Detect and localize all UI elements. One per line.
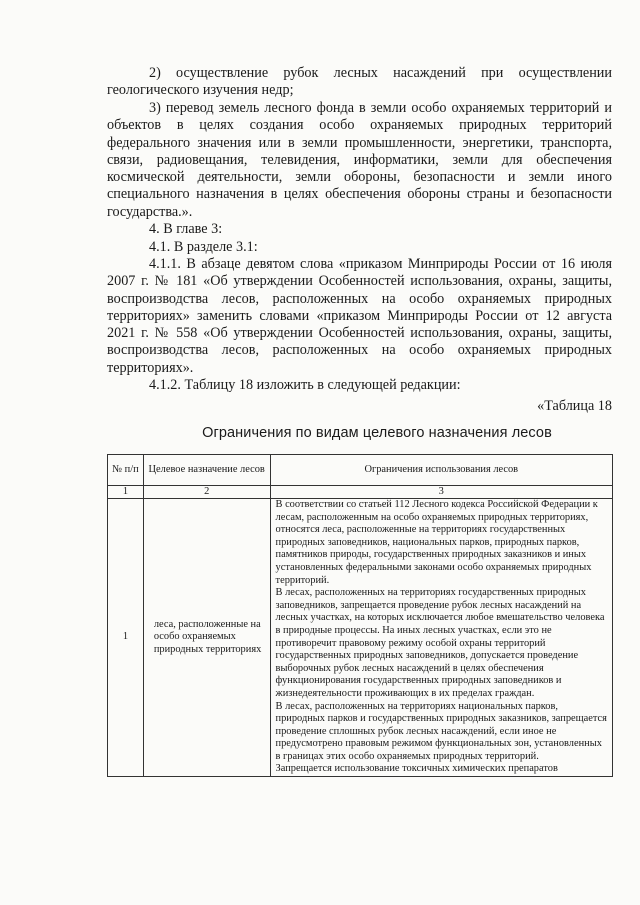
header-number: № п/п (108, 455, 144, 486)
paragraph-razdel-3-1: 4.1. В разделе 3.1: (149, 239, 258, 255)
table-caption: Ограничения по видам целевого назначения лесов (202, 425, 552, 441)
table-label: «Таблица 18 (537, 398, 612, 414)
column-number-1: 1 (108, 486, 144, 499)
row-restrictions (270, 499, 612, 777)
table-column-number-row (108, 486, 613, 499)
header-restrictions: Ограничения использования лесов (270, 455, 612, 486)
column-number-3: 3 (270, 486, 612, 499)
row-purpose: леса, расположенные на особо охраняемых природных территориях (143, 499, 270, 777)
paragraph-rubki: 2) осуществление рубок лесных насаждений при осуществлении геологического изучения недр; (107, 65, 612, 99)
restriction-paragraph: В соответствии со статьей 112 Лесного кодекса Российской Федерации к лесам, расположенным на особо охраняемых природных территориях, относятся леса, расположенные на территориях государственных природных заповедников, национальных парков, природных парков, памятников природы, государственных природных заказников и иных установленных федеральными законами особо охраняемых природных территорий. (275, 499, 598, 586)
paragraph-perevod-zemel: 3) перевод земель лесного фонда в земли особо охраняемых территорий и объектов в целях создания особо охраняемых природных территорий федерального значения или в земли промышленности, энергетики, транспорта, связи, радиовещания, телевидения, информатики, земли для обеспечения космической деятельности, земли обороны, безопасности и земли иного специального назначения в целях обеспечения обороны страны и безопасности государства.». (107, 100, 612, 220)
paragraph-4-1-1: 4.1.1. В абзаце девятом слова «приказом Минприроды России от 16 июля 2007 г. № 181 «Об утверждении Особенностей использования, охраны, защиты, воспроизводства лесов, расположенных на особо охраняемых природных территориях» заменить словами «приказом Минприроды России от 12 августа 2021 г. № 558 «Об утверждении Особенностей использования, охраны, защиты, воспроизводства лесов, расположенных на особо охраняемых природных территориях». (107, 256, 612, 376)
paragraph-glava-3: 4. В главе 3: (149, 221, 223, 237)
table-row (108, 499, 613, 777)
column-number-2: 2 (143, 486, 270, 499)
restriction-paragraph: Запрещается использование токсичных химических препаратов (275, 763, 558, 775)
restriction-paragraph: В лесах, расположенных на территориях национальных парков, природных парков и государственных природных заказников, запрещается проведение сплошных рубок лесных насаждений, если иное не предусмотрено правовым режимом функциональных зон, установленных в границах этих особо охраняемых природных территорий. (275, 700, 607, 762)
restrictions-table (107, 454, 613, 777)
table-header-row (108, 455, 613, 486)
row-number: 1 (108, 499, 144, 777)
header-purpose: Целевое назначение лесов (143, 455, 270, 486)
paragraph-4-1-2: 4.1.2. Таблицу 18 изложить в следующей редакции: (149, 377, 461, 393)
restriction-paragraph: В лесах, расположенных на территориях государственных природных заповедников, запрещается проведение рубок лесных насаждений на лесных участках, на которых исключается любое вмешательство человека в природные процессы. На иных лесных участках, если это не противоречит правовому режиму особой охраны территорий государственных природных заповедников, допускается проведение выборочных рубок лесных насаждений в целях обеспечения функционирования государственных природных заповедников и жизнедеятельности проживающих в их пределах граждан. (275, 587, 605, 699)
